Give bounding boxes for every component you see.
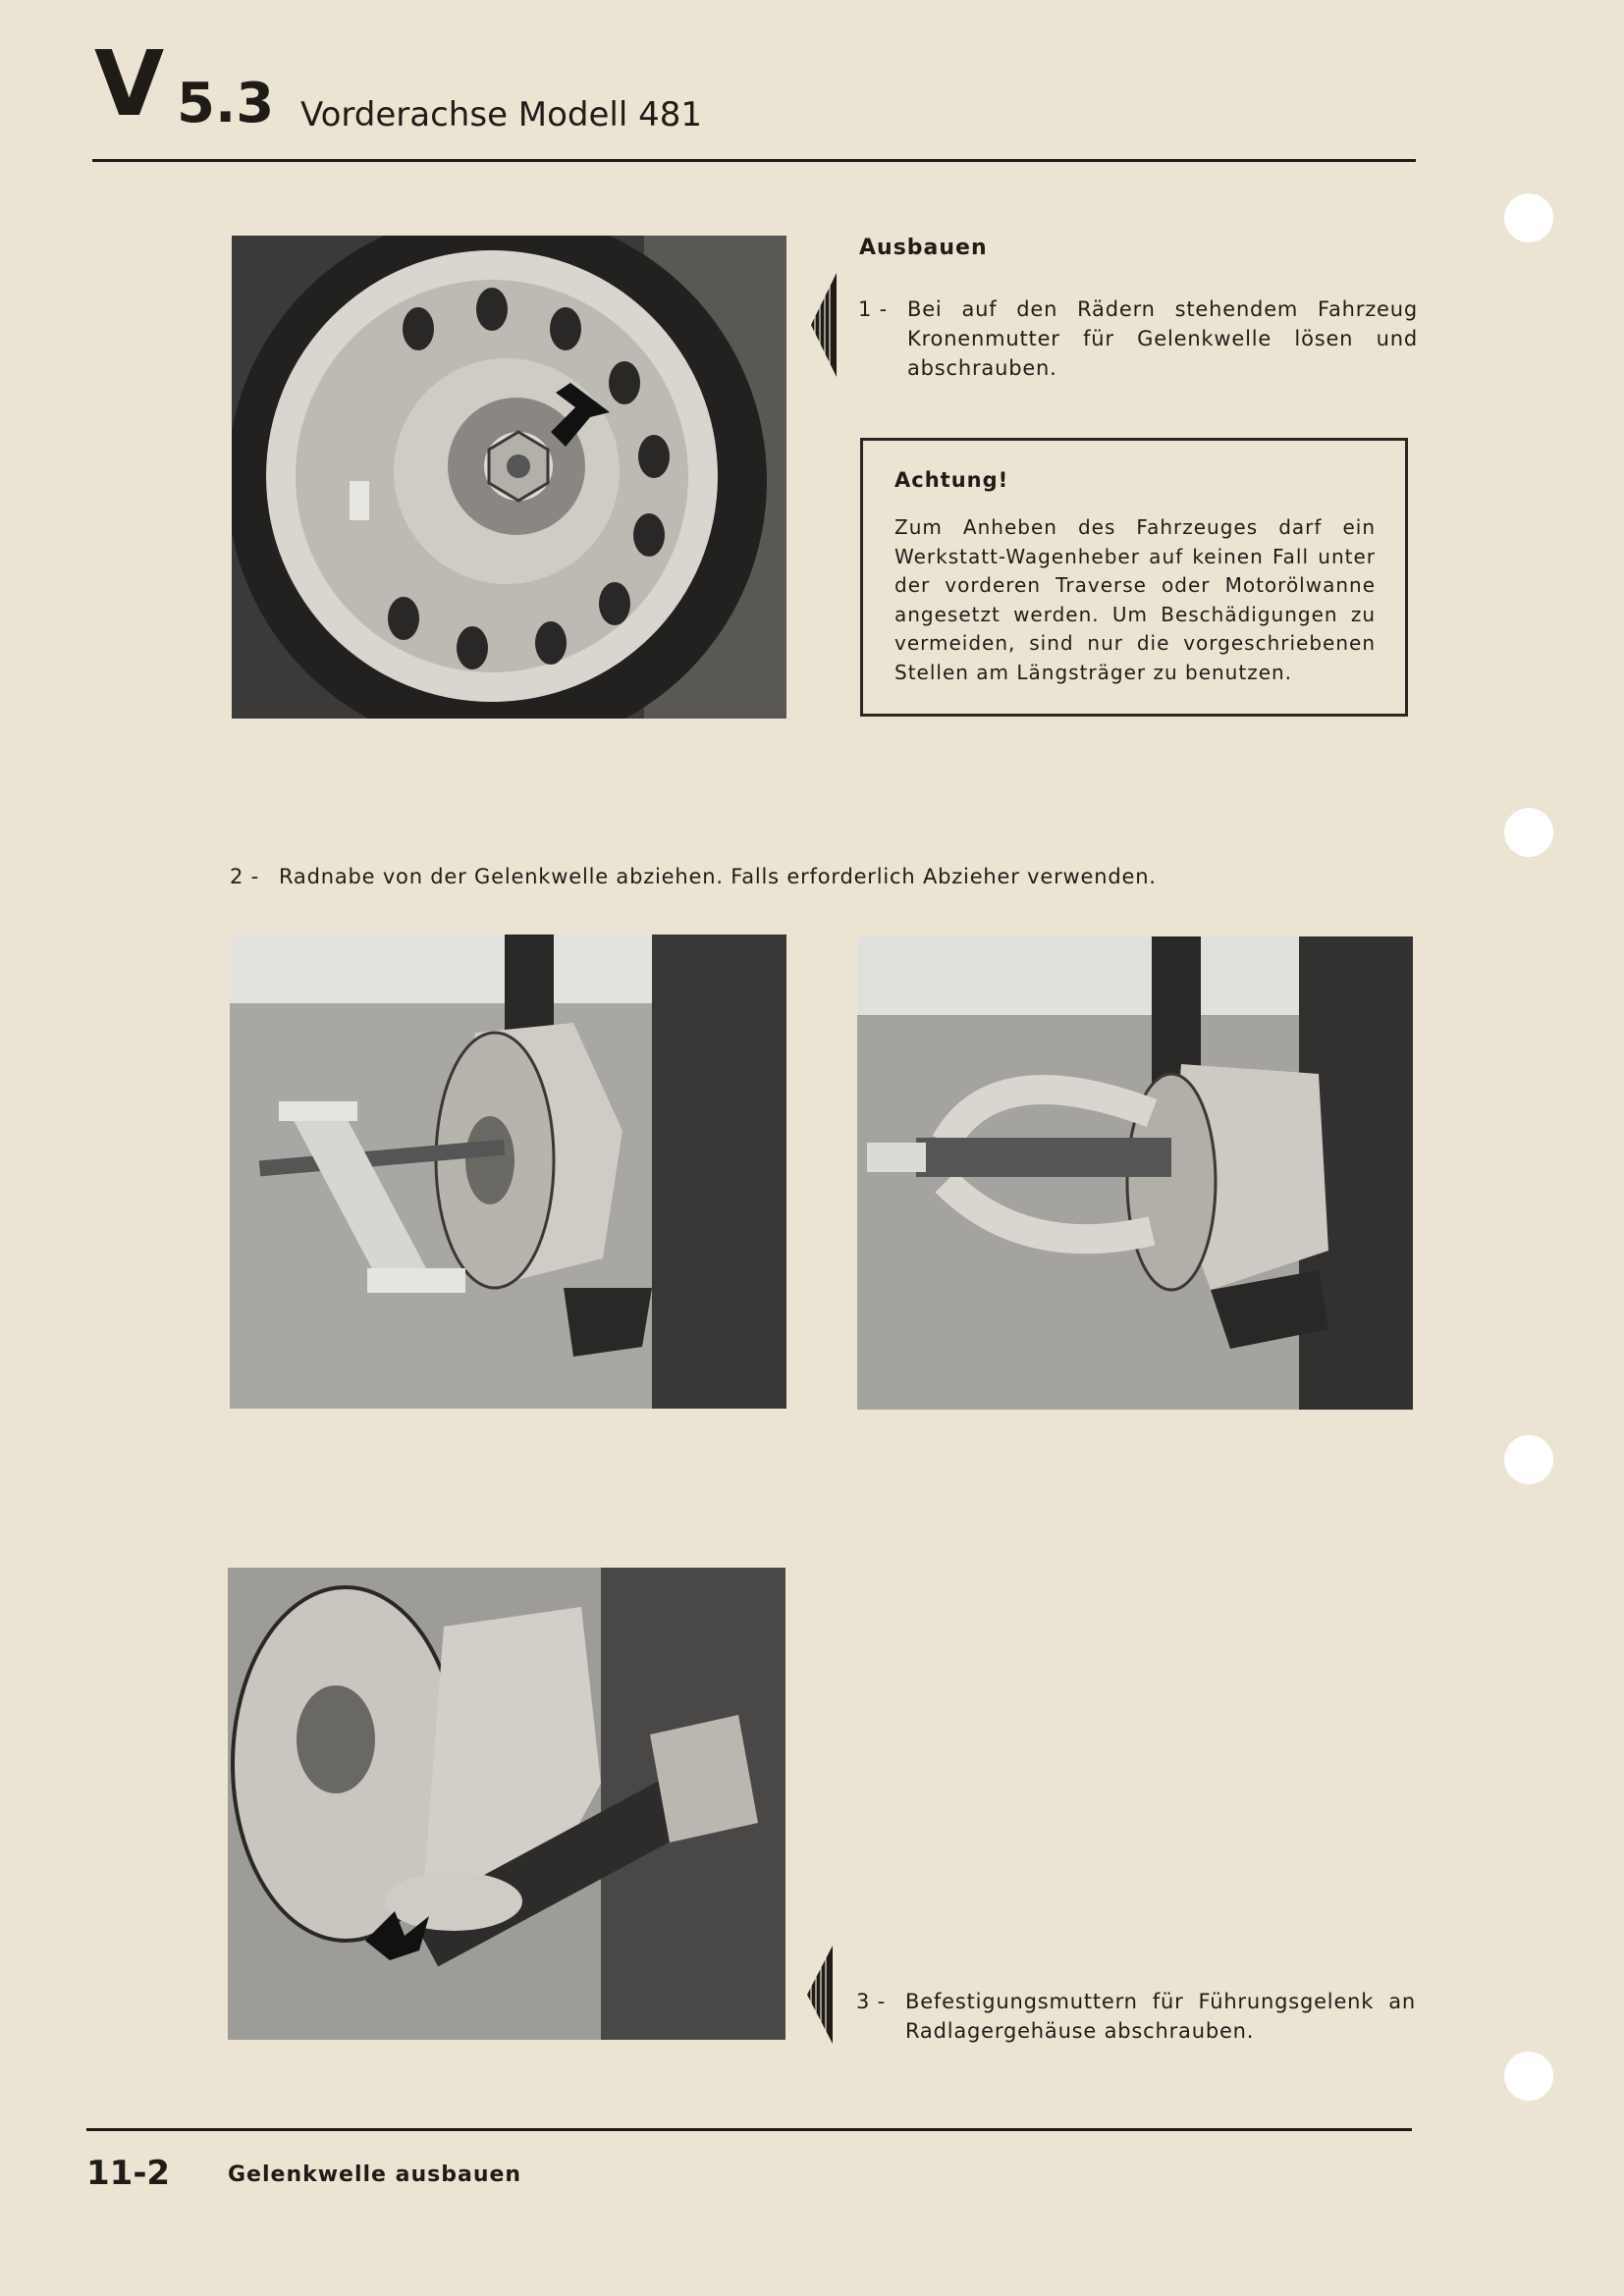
- step-3: [856, 1987, 1416, 2048]
- footer-title: Gelenkwelle ausbauen: [228, 2163, 522, 2187]
- punch-hole: [1504, 193, 1553, 242]
- step-text: Befestigungsmuttern für Führungsgelenk an Radlagergehäuse abschrauben.: [905, 1990, 1416, 2043]
- punch-hole: [1504, 2052, 1553, 2101]
- step-number: 2 -: [230, 865, 260, 888]
- step-text: Radnabe von der Gelenkwelle abziehen. Falls erforderlich Abzieher verwenden.: [279, 865, 1157, 888]
- header-rule: [92, 159, 1416, 162]
- pointer-arrow-icon: [807, 1946, 833, 2044]
- punch-hole: [1504, 808, 1553, 857]
- page-number: 11-2: [86, 2154, 171, 2193]
- photo-guide-joint-nuts: [228, 1568, 785, 2040]
- footer-rule: [86, 2128, 1412, 2131]
- warning-body: Zum Anheben des Fahrzeuges darf ein Werkstatt-Wagenheber auf keinen Fall unter der vorderen Traverse oder Motorölwanne angesetzt werden. Um Beschädigungen zu vermeiden, sind nur die vorgeschriebenen Stellen am Längsträger zu benutzen.: [894, 515, 1376, 684]
- page-title: Vorderachse Modell 481: [300, 95, 703, 134]
- step-number: 3 -: [856, 1990, 887, 2013]
- section-number: 5.3: [177, 72, 275, 135]
- photo-hub-puller-2: [857, 936, 1413, 1410]
- step-number: 1 -: [858, 297, 889, 321]
- step-text: Bei auf den Rädern stehendem Fahrzeug Kronenmutter für Gelenkwelle lösen und abschrauben.: [907, 297, 1418, 380]
- step-2: [230, 862, 1310, 893]
- pointer-arrow-icon: [811, 273, 837, 377]
- photo-wheel-hub-nut: [232, 236, 786, 719]
- step-1: [858, 294, 1418, 385]
- punch-hole: [1504, 1435, 1553, 1484]
- warning-title: Achtung!: [894, 468, 1009, 492]
- photo-hub-puller-1: [230, 934, 786, 1409]
- section-heading: Ausbauen: [859, 236, 988, 260]
- section-letter: V: [94, 31, 163, 136]
- warning-box: [860, 438, 1408, 717]
